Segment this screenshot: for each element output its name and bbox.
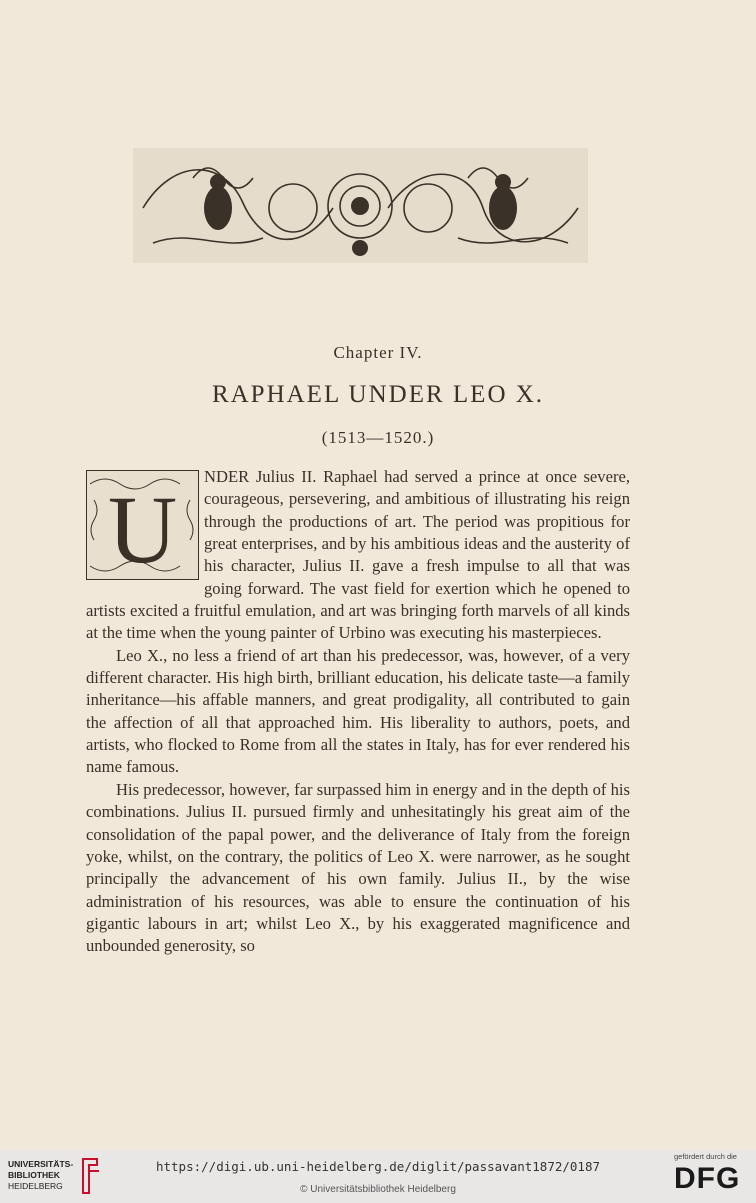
library-line-2: BIBLIOTHEK (8, 1170, 60, 1180)
ornamental-headpiece (133, 148, 588, 263)
library-line-3: HEIDELBERG (8, 1181, 63, 1191)
library-line-1: UNIVERSITÄTS- (8, 1159, 74, 1169)
chapter-dates: (1513—1520.) (321, 428, 435, 447)
copyright-notice: © Universitätsbibliothek Heidelberg (300, 1184, 456, 1195)
chapter-title: RAPHAEL UNDER LEO X. (211, 381, 545, 408)
dfg-logo: DFG (674, 1162, 741, 1195)
chapter-label: Chapter IV. (333, 343, 423, 362)
funder-note: gefördert durch die (674, 1152, 737, 1161)
page-url-link[interactable]: https://digi.ub.uni-heidelberg.de/diglit/passavant1872/0187 (155, 1159, 600, 1174)
paragraph-2: Leo X., no less a friend of art than his predecessor, was, however, of a very different character. His high birth, brilliant education, his delicate taste—a family inheritance—his affable manners, and great prodigality, all contributed to gain the affection of all that approached him. His liberality to authors, poets, and artists, who flocked to Rome from all the states in Italy, has for ever rendered his name famous. (86, 645, 630, 777)
paragraph-1 (86, 466, 630, 645)
paragraph-3: His predecessor, however, far surpassed him in energy and in the depth of his combinations. Julius II. pursued firmly and unhesitatingly his great aim of the consolidation of the papal power, and the deliverance of Italy from the foreign yoke, whilst, on the contrary, the politics of Leo X. were narrower, as he sought principally the advancement of his own family. Julius II., by the wise administration of his resources, was able to ensure the continuation of his gigantic labours in art; whilst Leo X., by his exaggerated magnificence and unbounded generosity, so (86, 779, 630, 956)
footer-bar (0, 1150, 756, 1203)
paragraph-1-text: NDER Julius II. Raphael had served a prince at once severe, courageous, persevering, and ambitious of illustrating his reign through the productions of art. The period was propitious for great enterprises, and by his ambitious ideas and the austerity of his character, Julius II. gave a fresh impulse to all that was going forward. The vast field for exertion which he opened to artists excited a fruitful emulation, and art was bringing forth marvels of all kinds at the time when the young painter of Urbino was executing his masterpieces. (86, 467, 630, 643)
body-text (86, 466, 630, 958)
initial-letter: U (107, 476, 178, 580)
